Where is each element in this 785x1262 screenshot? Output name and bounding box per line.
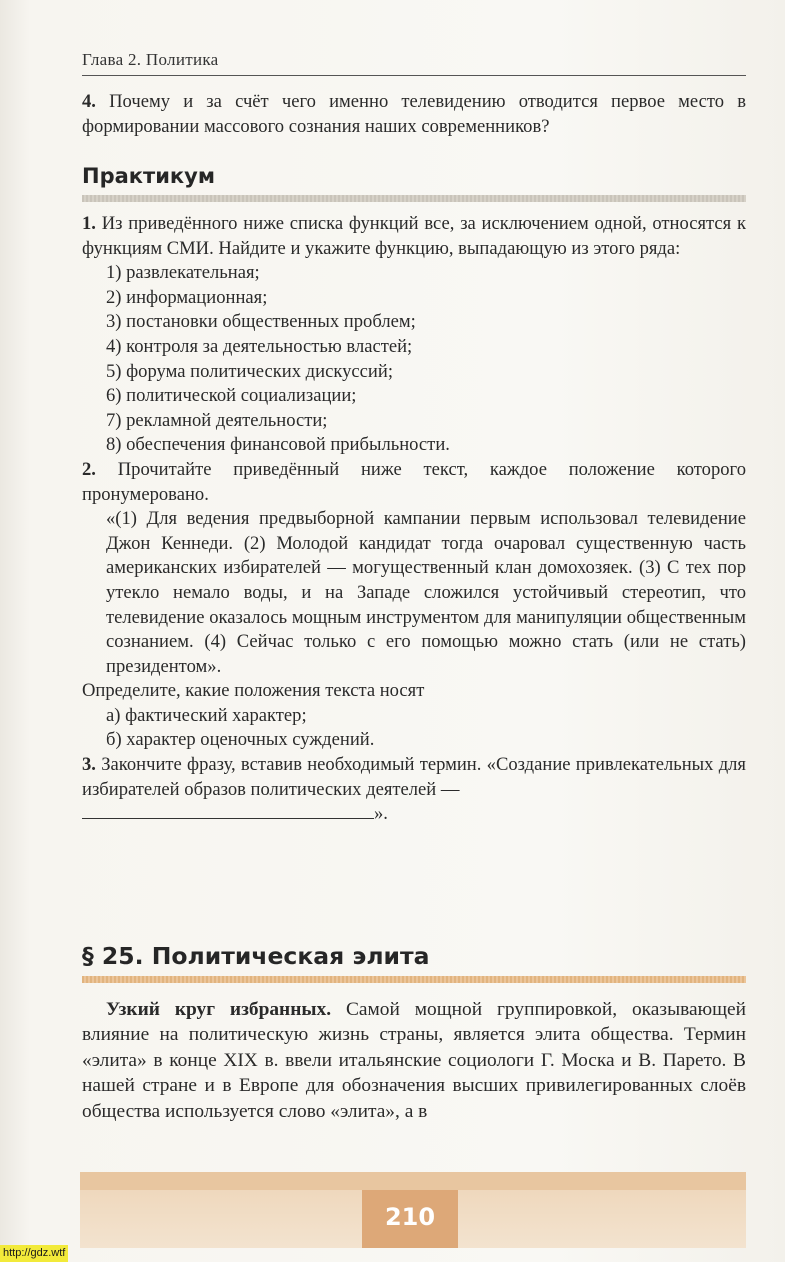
footer-band [80,1172,746,1190]
list-item: б) характер оценочных суждений. [106,729,375,751]
practicum-divider [82,195,746,202]
running-head: Глава 2. Политика [82,50,746,76]
question-4 [82,90,746,139]
list-item: 4) контроля за деятельностью властей; [106,335,413,357]
section-body [82,997,746,1124]
paragraph-lead: Узкий круг избранных. [106,999,332,1020]
task-number: 3. [82,754,96,776]
list-item: 5) форума политических дискуссий; [106,360,393,382]
question-number: 4. [82,91,96,112]
practicum-title: Практикум [82,164,216,188]
watermark-link[interactable]: http://gdz.wtf [0,1245,68,1262]
quoted-text: «(1) Для ведения предвыборной кампании первым использовал телевидение Джон Кеннеди. (2) Молодой кандидат тогда очаровал существенную часть американских избирателей — могущественный клан домохозяек. (3) С тех пор утекло немало воды, и на Западе сложился устойчивый стереотип, что телевидение оказалось мощным инструментом для манипуляции общественным сознанием. (4) Сейчас только с его помощью можно стать (или не стать) президентом». [106,508,746,677]
task-text: Прочитайте приведённый ниже текст, каждое положение которого пронумеровано. [82,458,746,505]
list-item: 7) рекламной деятельности; [106,409,328,431]
task-text: Из приведённого ниже списка функций все, за исключением одной, относятся к функциям СМИ. Найдите и укажите функцию, выпадающую из этого ряда: [82,213,746,259]
paragraph-text: Самой мощной группировкой, оказывающей влияние на политическую жизнь страны, является элита общества. Термин «элита» в конце XIX в. ввели итальянские социологи Г. Моска и В. Парето. В нашей стране и в Европе для обозначения высших привилегированных слоёв общества используется слово «элита», а в [82,999,747,1122]
section-divider [82,976,746,983]
list-item: 1) развлекательная; [106,262,260,284]
task-1 [82,212,746,827]
answer-blank[interactable] [82,804,374,819]
list-item: а) фактический характер; [106,704,307,726]
list-item: 2) информационная; [106,286,268,308]
question-text: Почему и за счёт чего именно телевидению отводится первое место в формировании массового сознания наших современников? [82,91,746,137]
task-number: 1. [82,213,96,234]
task-question: Определите, какие положения текста носят [82,680,425,702]
list-item: 8) обеспечения финансовой прибыльности. [106,434,450,456]
section-title: § 25. Политическая элита [82,942,430,970]
task-text: Закончите фразу, вставив необходимый термин. «Создание привлекательных для избирателей образов политических деятелей — [82,754,746,800]
list-item: 3) постановки общественных проблем; [106,311,416,333]
list-item: 6) политической социализации; [106,385,357,407]
task-number: 2. [82,458,96,480]
page-number: 210 [384,1203,436,1231]
quote-end: ». [374,803,388,825]
